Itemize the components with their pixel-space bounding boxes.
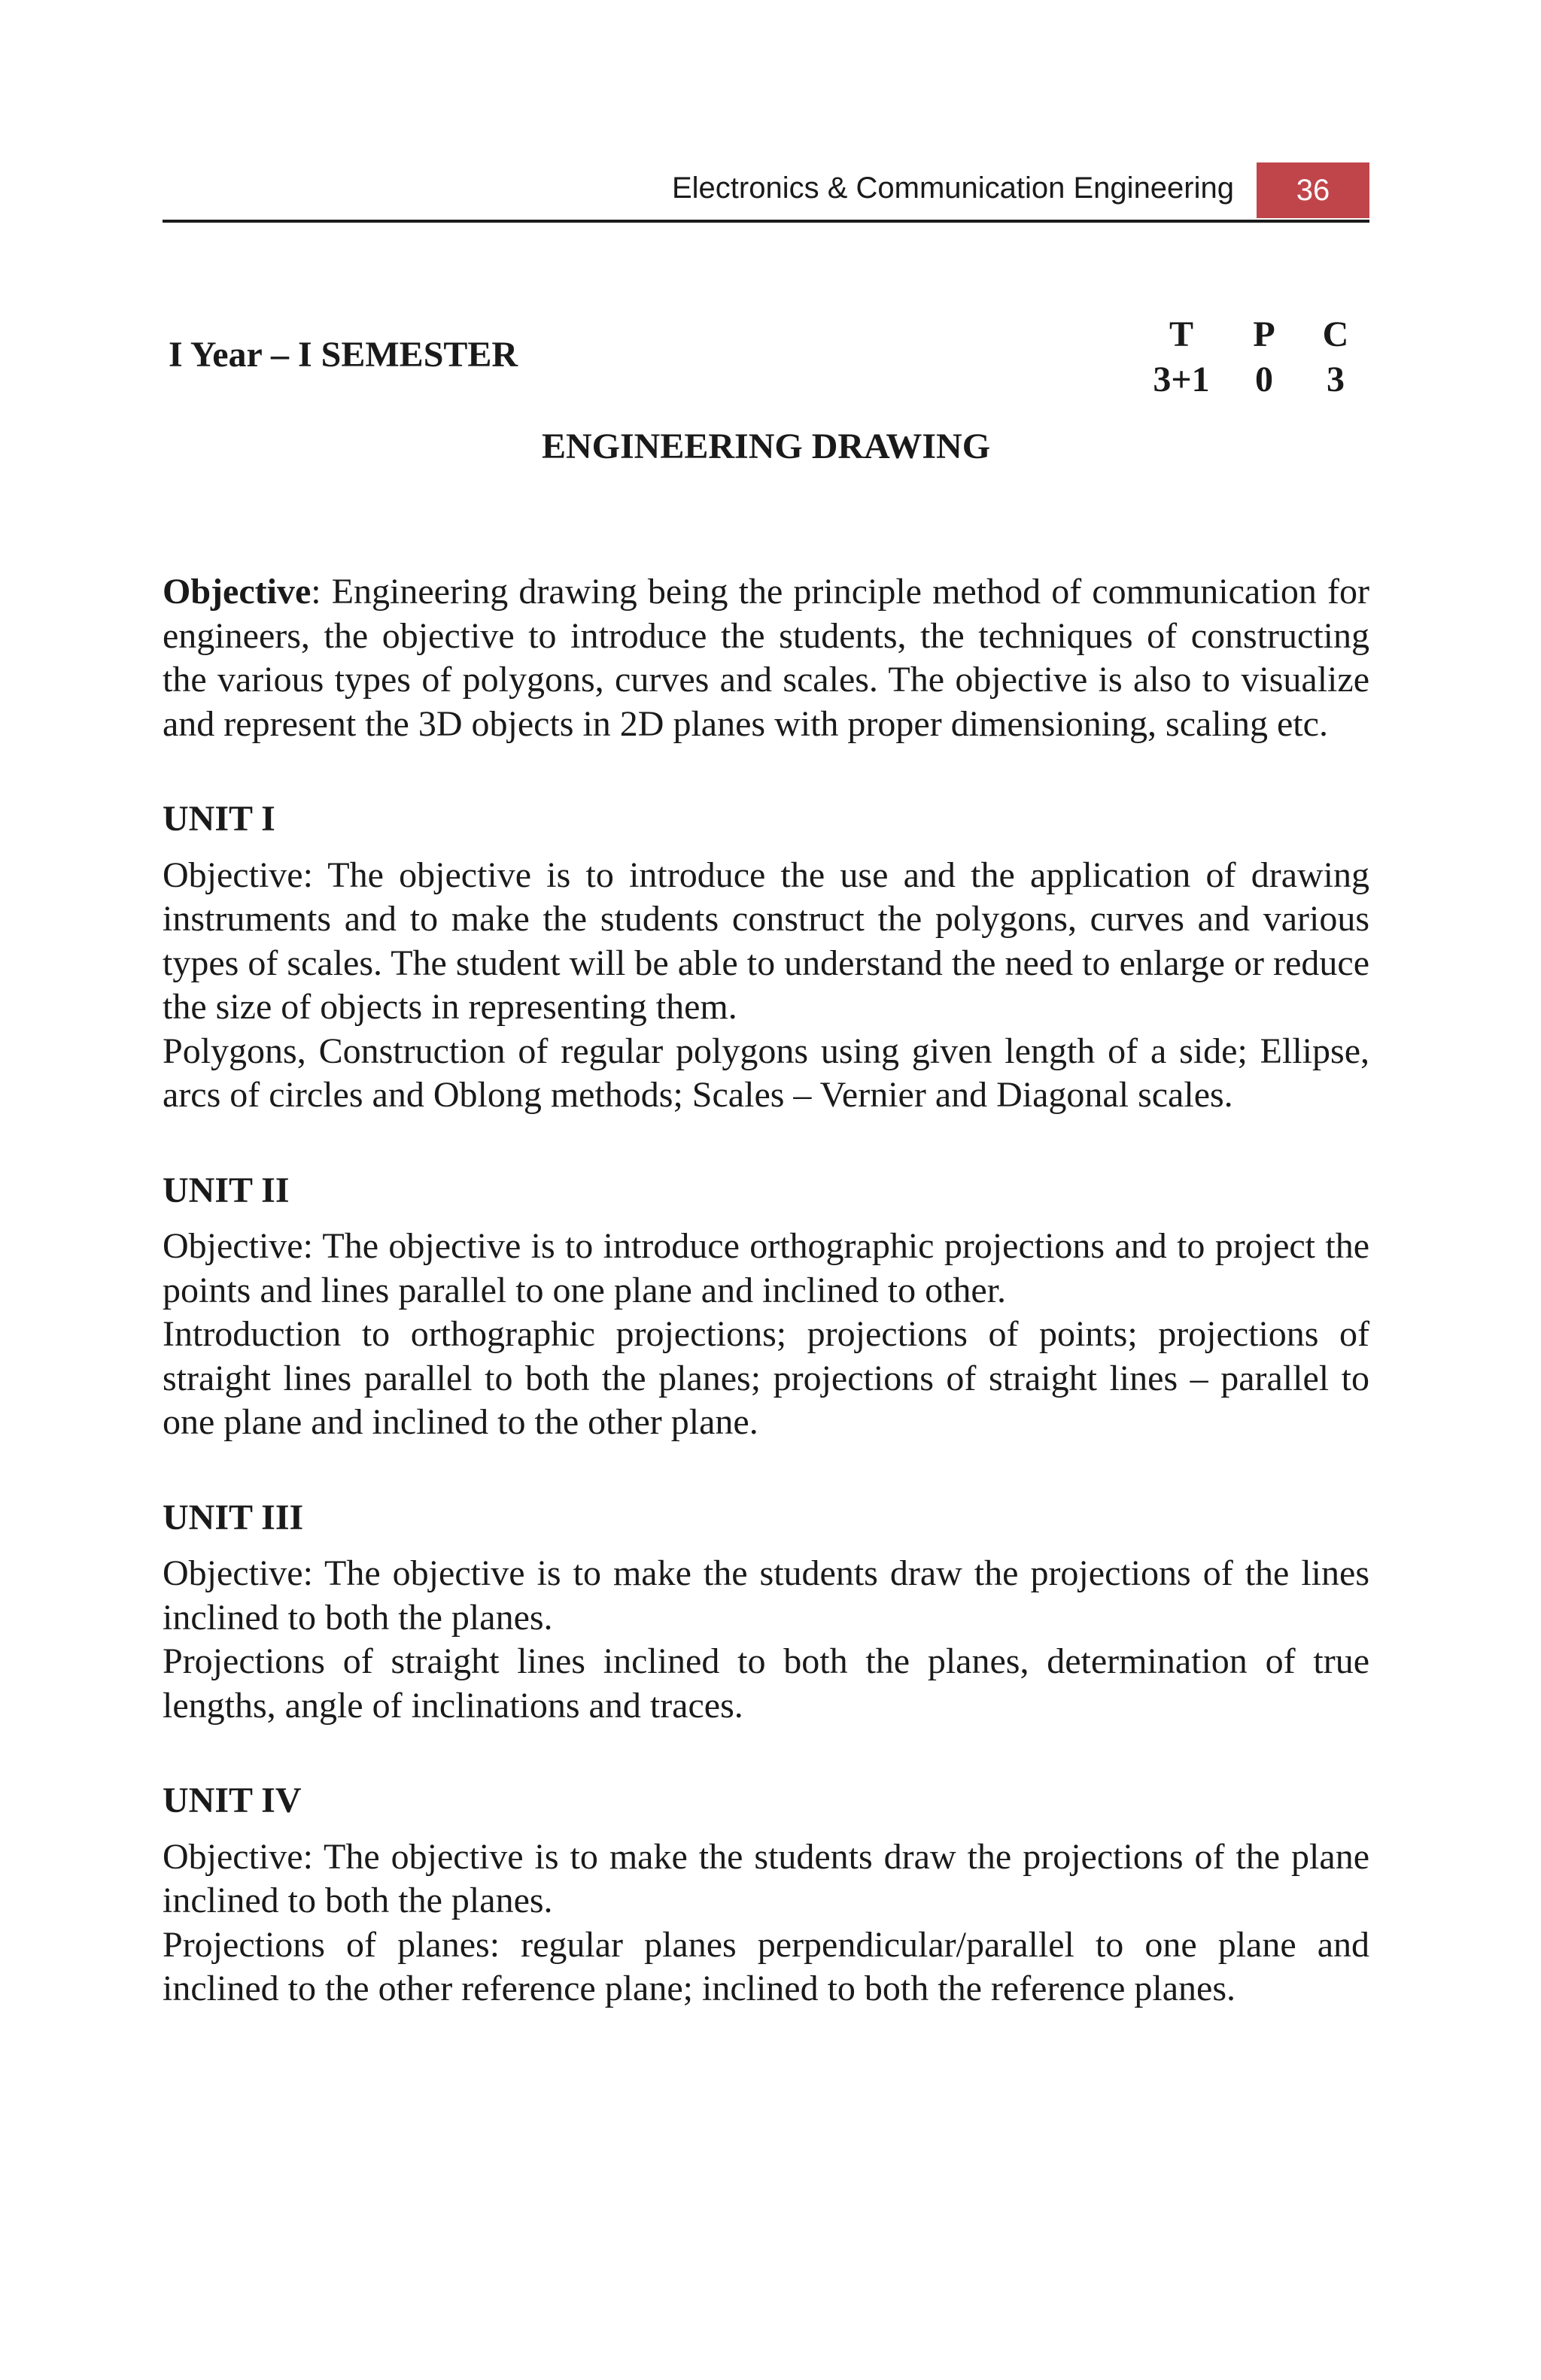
page-number-badge: 36 xyxy=(1257,162,1369,218)
unit-3-objective: Objective: The objective is to make the students draw the projections of the lines inclined to both the planes. xyxy=(163,1553,1369,1638)
unit-1-objective: Objective: The objective is to introduce the use and the application of drawing instruments and to make the students construct the polygons, curves and various types of scales. The student will be able to understand the need to enlarge or reduce the size of objects in representing them. xyxy=(163,855,1369,1027)
unit-2-content: Introduction to orthographic projections; projections of points; projections of straight lines parallel to both the planes; projections of straight lines – parallel to one plane and inclined to the other plane. xyxy=(163,1314,1369,1442)
credits-value-row xyxy=(1136,357,1369,402)
unit-1-heading: UNIT I xyxy=(163,799,275,839)
page-header xyxy=(163,162,1369,223)
course-objective xyxy=(163,570,1369,746)
syllabus-content xyxy=(163,570,1369,2011)
credits-header-row xyxy=(1136,311,1369,357)
unit-4-heading: UNIT IV xyxy=(163,1780,302,1820)
objective-text: : Engineering drawing being the principle method of communication for engineers, the objective to introduce the students, the techniques of constructing the various types of polygons, curves and scales. The objective is also to visualize and represent the 3D objects in 2D planes with proper dimensioning, scaling etc. xyxy=(163,572,1369,744)
credits-value-p: 0 xyxy=(1255,359,1273,399)
course-title: ENGINEERING DRAWING xyxy=(541,427,991,466)
unit-2-heading: UNIT II xyxy=(163,1170,290,1210)
unit-2-objective: Objective: The objective is to introduce orthographic projections and to project the points and lines parallel to one plane and inclined to other. xyxy=(163,1226,1369,1310)
credits-header-p: P xyxy=(1253,314,1275,354)
objective-label: Objective xyxy=(163,572,312,612)
credits-value-c: 3 xyxy=(1327,359,1345,399)
unit-1-content: Polygons, Construction of regular polygons using given length of a side; Ellipse, arcs of circles and Oblong methods; Scales – Vernier and Diagonal scales. xyxy=(163,1031,1369,1115)
credits-value-t: 3+1 xyxy=(1153,359,1210,399)
credits-header-t: T xyxy=(1169,314,1193,354)
credits-table xyxy=(1136,311,1369,402)
header-title: Electronics & Communication Engineering xyxy=(671,172,1234,205)
unit-4-objective: Objective: The objective is to make the students draw the projections of the plane inclined to both the planes. xyxy=(163,1836,1369,1920)
unit-3-heading: UNIT III xyxy=(163,1497,304,1538)
credits-header-c: C xyxy=(1322,314,1349,354)
unit-3-content: Projections of straight lines inclined to both the planes, determination of true lengths, angle of inclinations and traces. xyxy=(163,1641,1369,1726)
semester-label: I Year – I SEMESTER xyxy=(169,335,518,375)
unit-4-content: Projections of planes: regular planes perpendicular/parallel to one plane and inclined to the other reference plane; inclined to both the reference planes. xyxy=(163,1924,1369,2008)
